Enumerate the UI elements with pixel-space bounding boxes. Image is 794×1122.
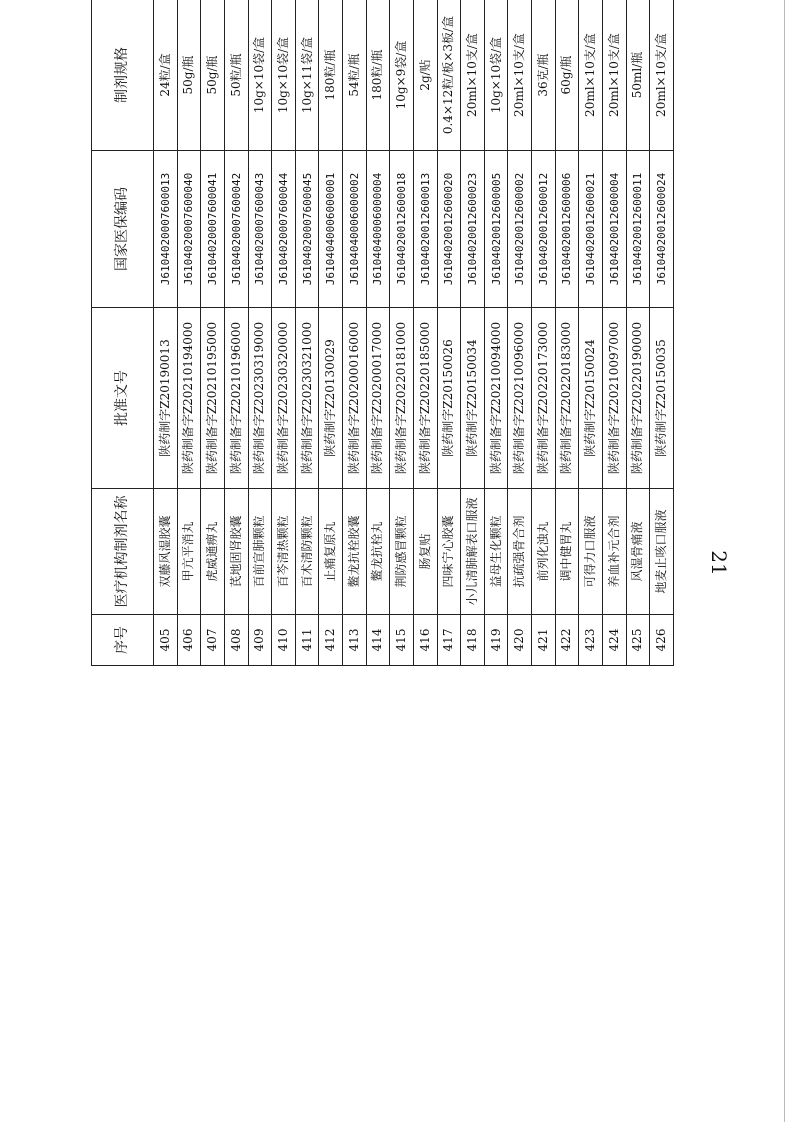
cell-name: 虎威通痹丸	[201, 489, 225, 615]
cell-approval: 陕药制备字Z20230321000	[295, 308, 319, 489]
header-approval: 批准文号	[92, 308, 154, 489]
cell-no: 408	[224, 615, 248, 666]
cell-approval: 陕药制字Z20150026	[437, 308, 461, 489]
cell-approval: 陕药制备字Z20220173000	[532, 308, 556, 489]
header-code: 国家医保编码	[92, 151, 154, 308]
cell-no: 407	[201, 615, 225, 666]
cell-spec: 20ml×10支/盒	[508, 0, 532, 151]
cell-name: 可得力口服液	[579, 489, 603, 615]
cell-code: J6104020012600020	[437, 151, 461, 308]
cell-no: 423	[579, 615, 603, 666]
cell-approval: 陕药制备字Z20220185000	[413, 308, 437, 489]
cell-spec: 180粒/瓶	[366, 0, 390, 151]
cell-no: 419	[484, 615, 508, 666]
cell-spec: 60g/瓶	[555, 0, 579, 151]
table-row	[650, 0, 674, 666]
cell-spec: 50g/瓶	[177, 0, 201, 151]
table-row	[484, 0, 508, 666]
table-row	[437, 0, 461, 666]
page-edge-line	[784, 0, 785, 1122]
cell-code: J6104020012600006	[555, 151, 579, 308]
table-header-row	[92, 0, 154, 666]
cell-spec: 24粒/盒	[154, 0, 178, 151]
cell-approval: 陕药制备字Z20230319000	[248, 308, 272, 489]
header-name: 医疗机构制剂名称	[92, 489, 154, 615]
cell-name: 鳖龙抗栓胶囊	[343, 489, 367, 615]
cell-approval: 陕药制字Z20130029	[319, 308, 343, 489]
cell-approval: 陕药制备字Z20220183000	[555, 308, 579, 489]
cell-no: 406	[177, 615, 201, 666]
cell-no: 420	[508, 615, 532, 666]
cell-name: 调中健胃丸	[555, 489, 579, 615]
cell-spec: 50ml/瓶	[626, 0, 650, 151]
cell-code: J6104040006000004	[366, 151, 390, 308]
cell-spec: 10g×9袋/盒	[390, 0, 414, 151]
cell-spec: 10g×11袋/盒	[295, 0, 319, 151]
cell-no: 411	[295, 615, 319, 666]
cell-code: J6104020012600004	[602, 151, 626, 308]
cell-code: J6104020012600024	[650, 151, 674, 308]
cell-spec: 20ml×10支/盒	[602, 0, 626, 151]
cell-name: 地麦止咳口服液	[650, 489, 674, 615]
cell-no: 409	[248, 615, 272, 666]
cell-no: 416	[413, 615, 437, 666]
cell-no: 417	[437, 615, 461, 666]
cell-no: 421	[532, 615, 556, 666]
cell-code: J6104040006000002	[343, 151, 367, 308]
cell-name: 四味宁心胶囊	[437, 489, 461, 615]
cell-approval: 陕药制备字Z20210194000	[177, 308, 201, 489]
cell-approval: 陕药制备字Z20200016000	[343, 308, 367, 489]
cell-code: J6104020012600002	[508, 151, 532, 308]
cell-no: 405	[154, 615, 178, 666]
cell-code: J6104040006000001	[319, 151, 343, 308]
cell-spec: 20ml×10支/盒	[461, 0, 485, 151]
cell-name: 百芩清热颗粒	[272, 489, 296, 615]
cell-code: J6104020007600043	[248, 151, 272, 308]
cell-spec: 20ml×10支/盒	[650, 0, 674, 151]
cell-spec: 36克/瓶	[532, 0, 556, 151]
table-row	[579, 0, 603, 666]
cell-approval: 陕药制字Z20190013	[154, 308, 178, 489]
cell-no: 425	[626, 615, 650, 666]
cell-code: J6104020007600045	[295, 151, 319, 308]
cell-approval: 陕药制备字Z20210096000	[508, 308, 532, 489]
table-row	[343, 0, 367, 666]
cell-spec: 10g×10袋/盒	[484, 0, 508, 151]
table-row	[413, 0, 437, 666]
cell-code: J6104020012600011	[626, 151, 650, 308]
cell-no: 413	[343, 615, 367, 666]
table-row	[319, 0, 343, 666]
cell-code: J6104020007600044	[272, 151, 296, 308]
cell-approval: 陕药制字Z20150034	[461, 308, 485, 489]
cell-name: 前列化浊丸	[532, 489, 556, 615]
cell-name: 甲亢平消丸	[177, 489, 201, 615]
cell-no: 415	[390, 615, 414, 666]
cell-approval: 陕药制备字Z20210195000	[201, 308, 225, 489]
cell-name: 肠复贴	[413, 489, 437, 615]
cell-name: 益母生化颗粒	[484, 489, 508, 615]
cell-name: 双藤风湿胶囊	[154, 489, 178, 615]
formulary-table	[91, 0, 674, 666]
cell-no: 426	[650, 615, 674, 666]
table-row	[390, 0, 414, 666]
table-row	[626, 0, 650, 666]
cell-spec: 2g/贴	[413, 0, 437, 151]
cell-approval: 陕药制备字Z20230320000	[272, 308, 296, 489]
cell-name: 芪地固肾胶囊	[224, 489, 248, 615]
cell-code: J6104020007600040	[177, 151, 201, 308]
cell-code: J6104020012600021	[579, 151, 603, 308]
table-row	[295, 0, 319, 666]
cell-spec: 50粒/瓶	[224, 0, 248, 151]
cell-name: 风湿骨痛液	[626, 489, 650, 615]
cell-code: J6104020012600023	[461, 151, 485, 308]
cell-no: 424	[602, 615, 626, 666]
table-row	[602, 0, 626, 666]
cell-spec: 10g×10袋/盒	[272, 0, 296, 151]
cell-approval: 陕药制字Z20150035	[650, 308, 674, 489]
cell-code: J6104020012600005	[484, 151, 508, 308]
table-row	[461, 0, 485, 666]
cell-no: 418	[461, 615, 485, 666]
cell-spec: 10g×10袋/盒	[248, 0, 272, 151]
cell-code: J6104020007600013	[154, 151, 178, 308]
header-spec: 制剂规格	[92, 0, 154, 151]
table-row	[555, 0, 579, 666]
table-row	[366, 0, 390, 666]
cell-name: 鳖龙抗栓丸	[366, 489, 390, 615]
table-row	[272, 0, 296, 666]
table-row	[201, 0, 225, 666]
cell-spec: 0.4×12粒/板×3板/盒	[437, 0, 461, 151]
cell-code: J6104020012600012	[532, 151, 556, 308]
cell-spec: 20ml×10支/盒	[579, 0, 603, 151]
cell-code: J6104020012600013	[413, 151, 437, 308]
cell-name: 止痛复原丸	[319, 489, 343, 615]
page-number: 21	[707, 550, 731, 576]
cell-spec: 50g/瓶	[201, 0, 225, 151]
cell-no: 422	[555, 615, 579, 666]
cell-code: J6104020007600041	[201, 151, 225, 308]
cell-approval: 陕药制备字Z20220190000	[626, 308, 650, 489]
cell-name: 养血补元合剂	[602, 489, 626, 615]
cell-approval: 陕药制备字Z20200017000	[366, 308, 390, 489]
table-container	[91, 15, 674, 1073]
cell-spec: 180粒/瓶	[319, 0, 343, 151]
cell-no: 414	[366, 615, 390, 666]
table-row	[224, 0, 248, 666]
table-row	[177, 0, 201, 666]
cell-approval: 陕药制备字Z20210196000	[224, 308, 248, 489]
table-row	[532, 0, 556, 666]
cell-name: 小儿清肺解表口服液	[461, 489, 485, 615]
cell-name: 抗疏强骨合剂	[508, 489, 532, 615]
cell-spec: 54粒/瓶	[343, 0, 367, 151]
table-row	[154, 0, 178, 666]
cell-approval: 陕药制字Z20150024	[579, 308, 603, 489]
cell-no: 410	[272, 615, 296, 666]
header-no: 序号	[92, 615, 154, 666]
cell-no: 412	[319, 615, 343, 666]
cell-approval: 陕药制备字Z20220181000	[390, 308, 414, 489]
table-row	[248, 0, 272, 666]
cell-code: J6104020012600018	[390, 151, 414, 308]
cell-name: 百前宣肺颗粒	[248, 489, 272, 615]
cell-name: 荆防感冒颗粒	[390, 489, 414, 615]
cell-code: J6104020007600042	[224, 151, 248, 308]
cell-name: 百术清防颗粒	[295, 489, 319, 615]
cell-approval: 陕药制备字Z20210094000	[484, 308, 508, 489]
table-row	[508, 0, 532, 666]
cell-approval: 陕药制备字Z20210097000	[602, 308, 626, 489]
